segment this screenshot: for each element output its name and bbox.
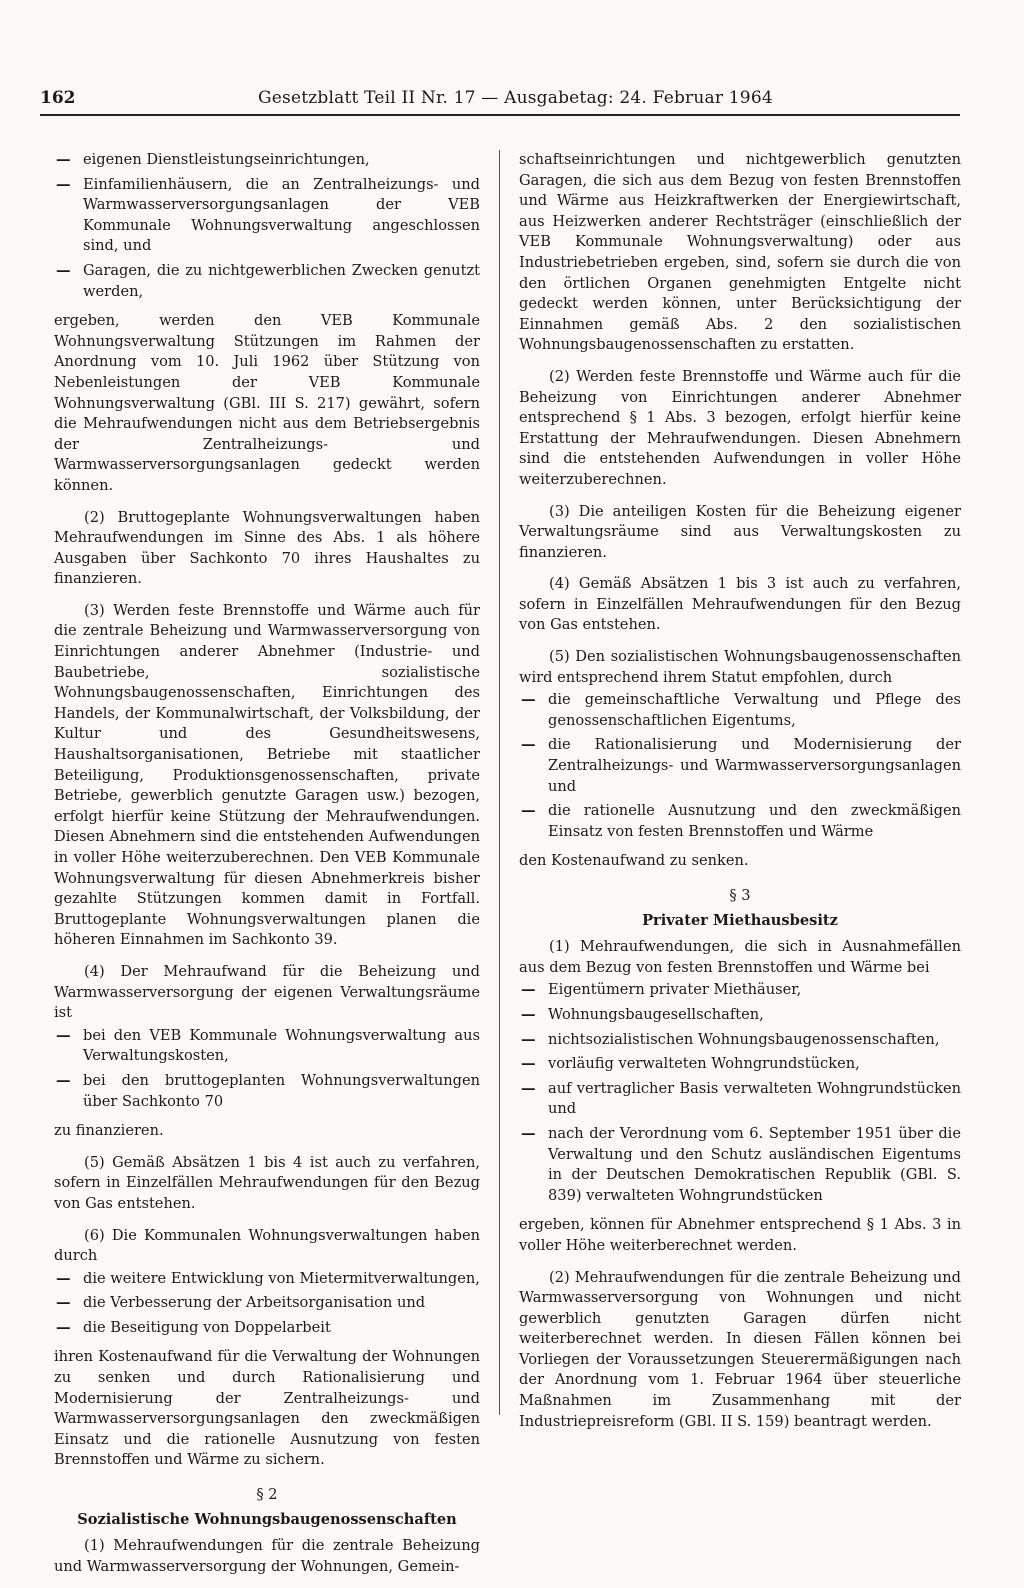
column-divider xyxy=(499,150,500,1415)
dash-list xyxy=(519,690,961,842)
paragraph: ihren Kostenaufwand für die Verwaltung der Wohnungen zu senken und durch Rationalisierung und Modernisierung der Zentralheizungs- und Warmwasserversorgungsanlagen den zweckmäßigen Einsatz und die rationelle Ausnutzung von festen Brennstoffen und Wärme zu sichern. xyxy=(54,1348,480,1469)
right-column xyxy=(519,150,961,1443)
list-item: — die Rationalisierung und Modernisierung der Zentralheizungs- und Warmwasserversorgungsanlagen und xyxy=(519,735,961,797)
dash-list xyxy=(54,1026,480,1112)
paragraph: (1) Mehraufwendungen für die zentrale Beheizung und Warmwasserversorgung der Wohnungen, Gemein- xyxy=(54,1537,480,1575)
paragraph: (1) Mehraufwendungen, die sich in Ausnahmefällen aus dem Bezug von festen Brennstoffen und Wärme bei xyxy=(519,938,961,976)
dash-list xyxy=(54,150,480,302)
paragraph: (4) Der Mehraufwand für die Beheizung und Warmwasserversorgung der eigenen Verwaltungsräume ist xyxy=(54,962,480,1022)
page-number: 162 xyxy=(40,88,76,108)
paragraph: (5) Gemäß Absätzen 1 bis 4 ist auch zu verfahren, sofern in Einzelfällen Mehraufwendungen für den Bezug von Gas entstehen. xyxy=(54,1153,480,1212)
list-item: — Garagen, die zu nichtgewerblichen Zwecken genutzt werden, xyxy=(54,261,480,302)
list-item: — die rationelle Ausnutzung und den zweckmäßigen Einsatz von festen Brennstoffen und Wärme xyxy=(519,801,961,842)
list-item: — auf vertraglicher Basis verwalteten Wohngrundstücken und xyxy=(519,1079,961,1120)
list-item: — nichtsozialistischen Wohnungsbaugenossenschaften, xyxy=(519,1030,961,1051)
paragraph: schaftseinrichtungen und nichtgewerblich genutzten Garagen, die sich aus dem Bezug von festen Brennstoffen und Wärme aus Heizkraftwerken der Energiewirtschaft, aus Heizwerken anderer Rechtsträger (einschließlich der VEB Kommunale Wohnungsverwaltung) oder aus Industriebetrieben ergeben, sind, sofern sie durch die von den örtlichen Organen genehmigten Entgelte nicht gedeckt werden können, unter Berücksichtigung der Einnahmen gemäß Abs. 2 den sozialistischen Wohnungsbaugenossenschaften zu erstatten. xyxy=(519,151,961,354)
list-item: — eigenen Dienstleistungseinrichtungen, xyxy=(54,150,480,171)
list-item: — bei den bruttogeplanten Wohnungsverwaltungen über Sachkonto 70 xyxy=(54,1071,480,1112)
paragraph: (3) Die anteiligen Kosten für die Beheizung eigener Verwaltungsräume sind aus Verwaltungskosten zu finanzieren. xyxy=(519,502,961,561)
left-column xyxy=(54,150,480,1588)
dash-list xyxy=(519,980,961,1206)
list-item: — die gemeinschaftliche Verwaltung und Pflege des genossenschaftlichen Eigentums, xyxy=(519,690,961,731)
paragraph: (2) Mehraufwendungen für die zentrale Beheizung und Warmwasserversorgung von Wohnungen und nicht gewerblich genutzten Garagen dürfen nicht weiterberechnet werden. In diesen Fällen können bei Vorliegen der Voraussetzungen Steuerermäßigungen nach der Anordnung vom 1. Februar 1964 über steuerliche Maßnahmen im Zusammenhang mit der Industriepreisreform (GBl. II S. 159) beantragt werden. xyxy=(519,1268,961,1430)
section-number: § 2 xyxy=(256,1486,278,1504)
paragraph: (2) Werden feste Brennstoffe und Wärme auch für die Beheizung von Einrichtungen anderer Abnehmer entsprechend § 1 Abs. 3 bezogen, erfolgt hierfür keine Erstattung der Mehraufwendungen. Diesen Abnehmern sind die entstehenden Aufwendungen in voller Höhe weiterzuberechnen. xyxy=(519,367,961,488)
list-item: — Wohnungsbaugesellschaften, xyxy=(519,1005,961,1026)
paragraph: (4) Gemäß Absätzen 1 bis 3 ist auch zu verfahren, sofern in Einzelfällen Mehraufwendungen für den Bezug von Gas entstehen. xyxy=(519,575,961,634)
paragraph: den Kostenaufwand zu senken. xyxy=(519,852,749,870)
paragraph: ergeben, können für Abnehmer entsprechend § 1 Abs. 3 in voller Höhe weiterberechnet werden. xyxy=(519,1216,961,1254)
section-number: § 3 xyxy=(729,887,751,904)
paragraph: zu finanzieren. xyxy=(54,1122,164,1140)
list-item: — die Beseitigung von Doppelarbeit xyxy=(54,1318,480,1339)
list-item: — vorläufig verwalteten Wohngrundstücken, xyxy=(519,1054,961,1075)
list-item: — nach der Verordnung vom 6. September 1951 über die Verwaltung und den Schutz ausländischen Eigentums in der Deutschen Demokratischen Republik (GBl. S. 839) verwalteten Wohngrundstücken xyxy=(519,1124,961,1206)
paragraph: ergeben, werden den VEB Kommunale Wohnungsverwaltung Stützungen im Rahmen der Anordnung vom 10. Juli 1962 über Stützung von Nebenleistungen der VEB Kommunale Wohnungsverwaltung (GBl. III S. 217) gewährt, sofern die Mehraufwendungen nicht aus dem Betriebsergebnis der Zentralheizungs- und Warmwasserversorgungsanlagen gedeckt werden können. xyxy=(54,312,480,494)
list-item: — bei den VEB Kommunale Wohnungsverwaltung aus Verwaltungskosten, xyxy=(54,1026,480,1067)
dash-list xyxy=(54,1269,480,1339)
list-item: — die Verbesserung der Arbeitsorganisation und xyxy=(54,1293,480,1314)
section-title: Sozialistische Wohnungsbaugenossenschaften xyxy=(77,1510,457,1528)
list-item: — die weitere Entwicklung von Mietermitverwaltungen, xyxy=(54,1269,480,1290)
paragraph: (6) Die Kommunalen Wohnungsverwaltungen haben durch xyxy=(54,1226,480,1265)
page-header xyxy=(40,88,960,116)
paragraph: (5) Den sozialistischen Wohnungsbaugenossenschaften wird entsprechend ihrem Statut empfohlen, durch xyxy=(519,648,961,686)
list-item: — Einfamilienhäusern, die an Zentralheizungs- und Warmwasserversorgungsanlagen der VEB Kommunale Wohnungsverwaltung angeschlossen sind, und xyxy=(54,175,480,257)
running-head: Gesetzblatt Teil II Nr. 17 — Ausgabetag: 24. Februar 1964 xyxy=(258,88,773,108)
paragraph: (3) Werden feste Brennstoffe und Wärme auch für die zentrale Beheizung und Warmwasserversorgung von Einrichtungen anderer Abnehmer (Industrie- und Baubetriebe, sozialistische Wohnungsbaugenossenschaften, Einrichtungen des Handels, der Kommunalwirtschaft, der Volksbildung, der Kultur und des Gesundheitswesens, Haushaltsorganisationen, Betriebe mit staatlicher Beteiligung, Produktionsgenossenschaften, private Betriebe, gewerblich genutzte Garagen usw.) bezogen, erfolgt hierfür keine Stützung der Mehraufwendungen. Diesen Abnehmern sind die entstehenden Aufwendungen in voller Höhe weiterzuberechnen. Den VEB Kommunale Wohnungsverwaltung für diesen Abnehmerkreis bisher gezahlte Stützungen kommen damit in Fortfall. Bruttogeplante Wohnungsverwaltungen planen die höheren Einnahmen im Sachkonto 39. xyxy=(54,601,480,949)
paragraph: (2) Bruttogeplante Wohnungsverwaltungen haben Mehraufwendungen im Sinne des Abs. 1 als höhere Ausgaben über Sachkonto 70 ihres Haushaltes zu finanzieren. xyxy=(54,508,480,588)
section-title: Privater Miethausbesitz xyxy=(642,911,838,929)
list-item: — Eigentümern privater Miethäuser, xyxy=(519,980,961,1001)
